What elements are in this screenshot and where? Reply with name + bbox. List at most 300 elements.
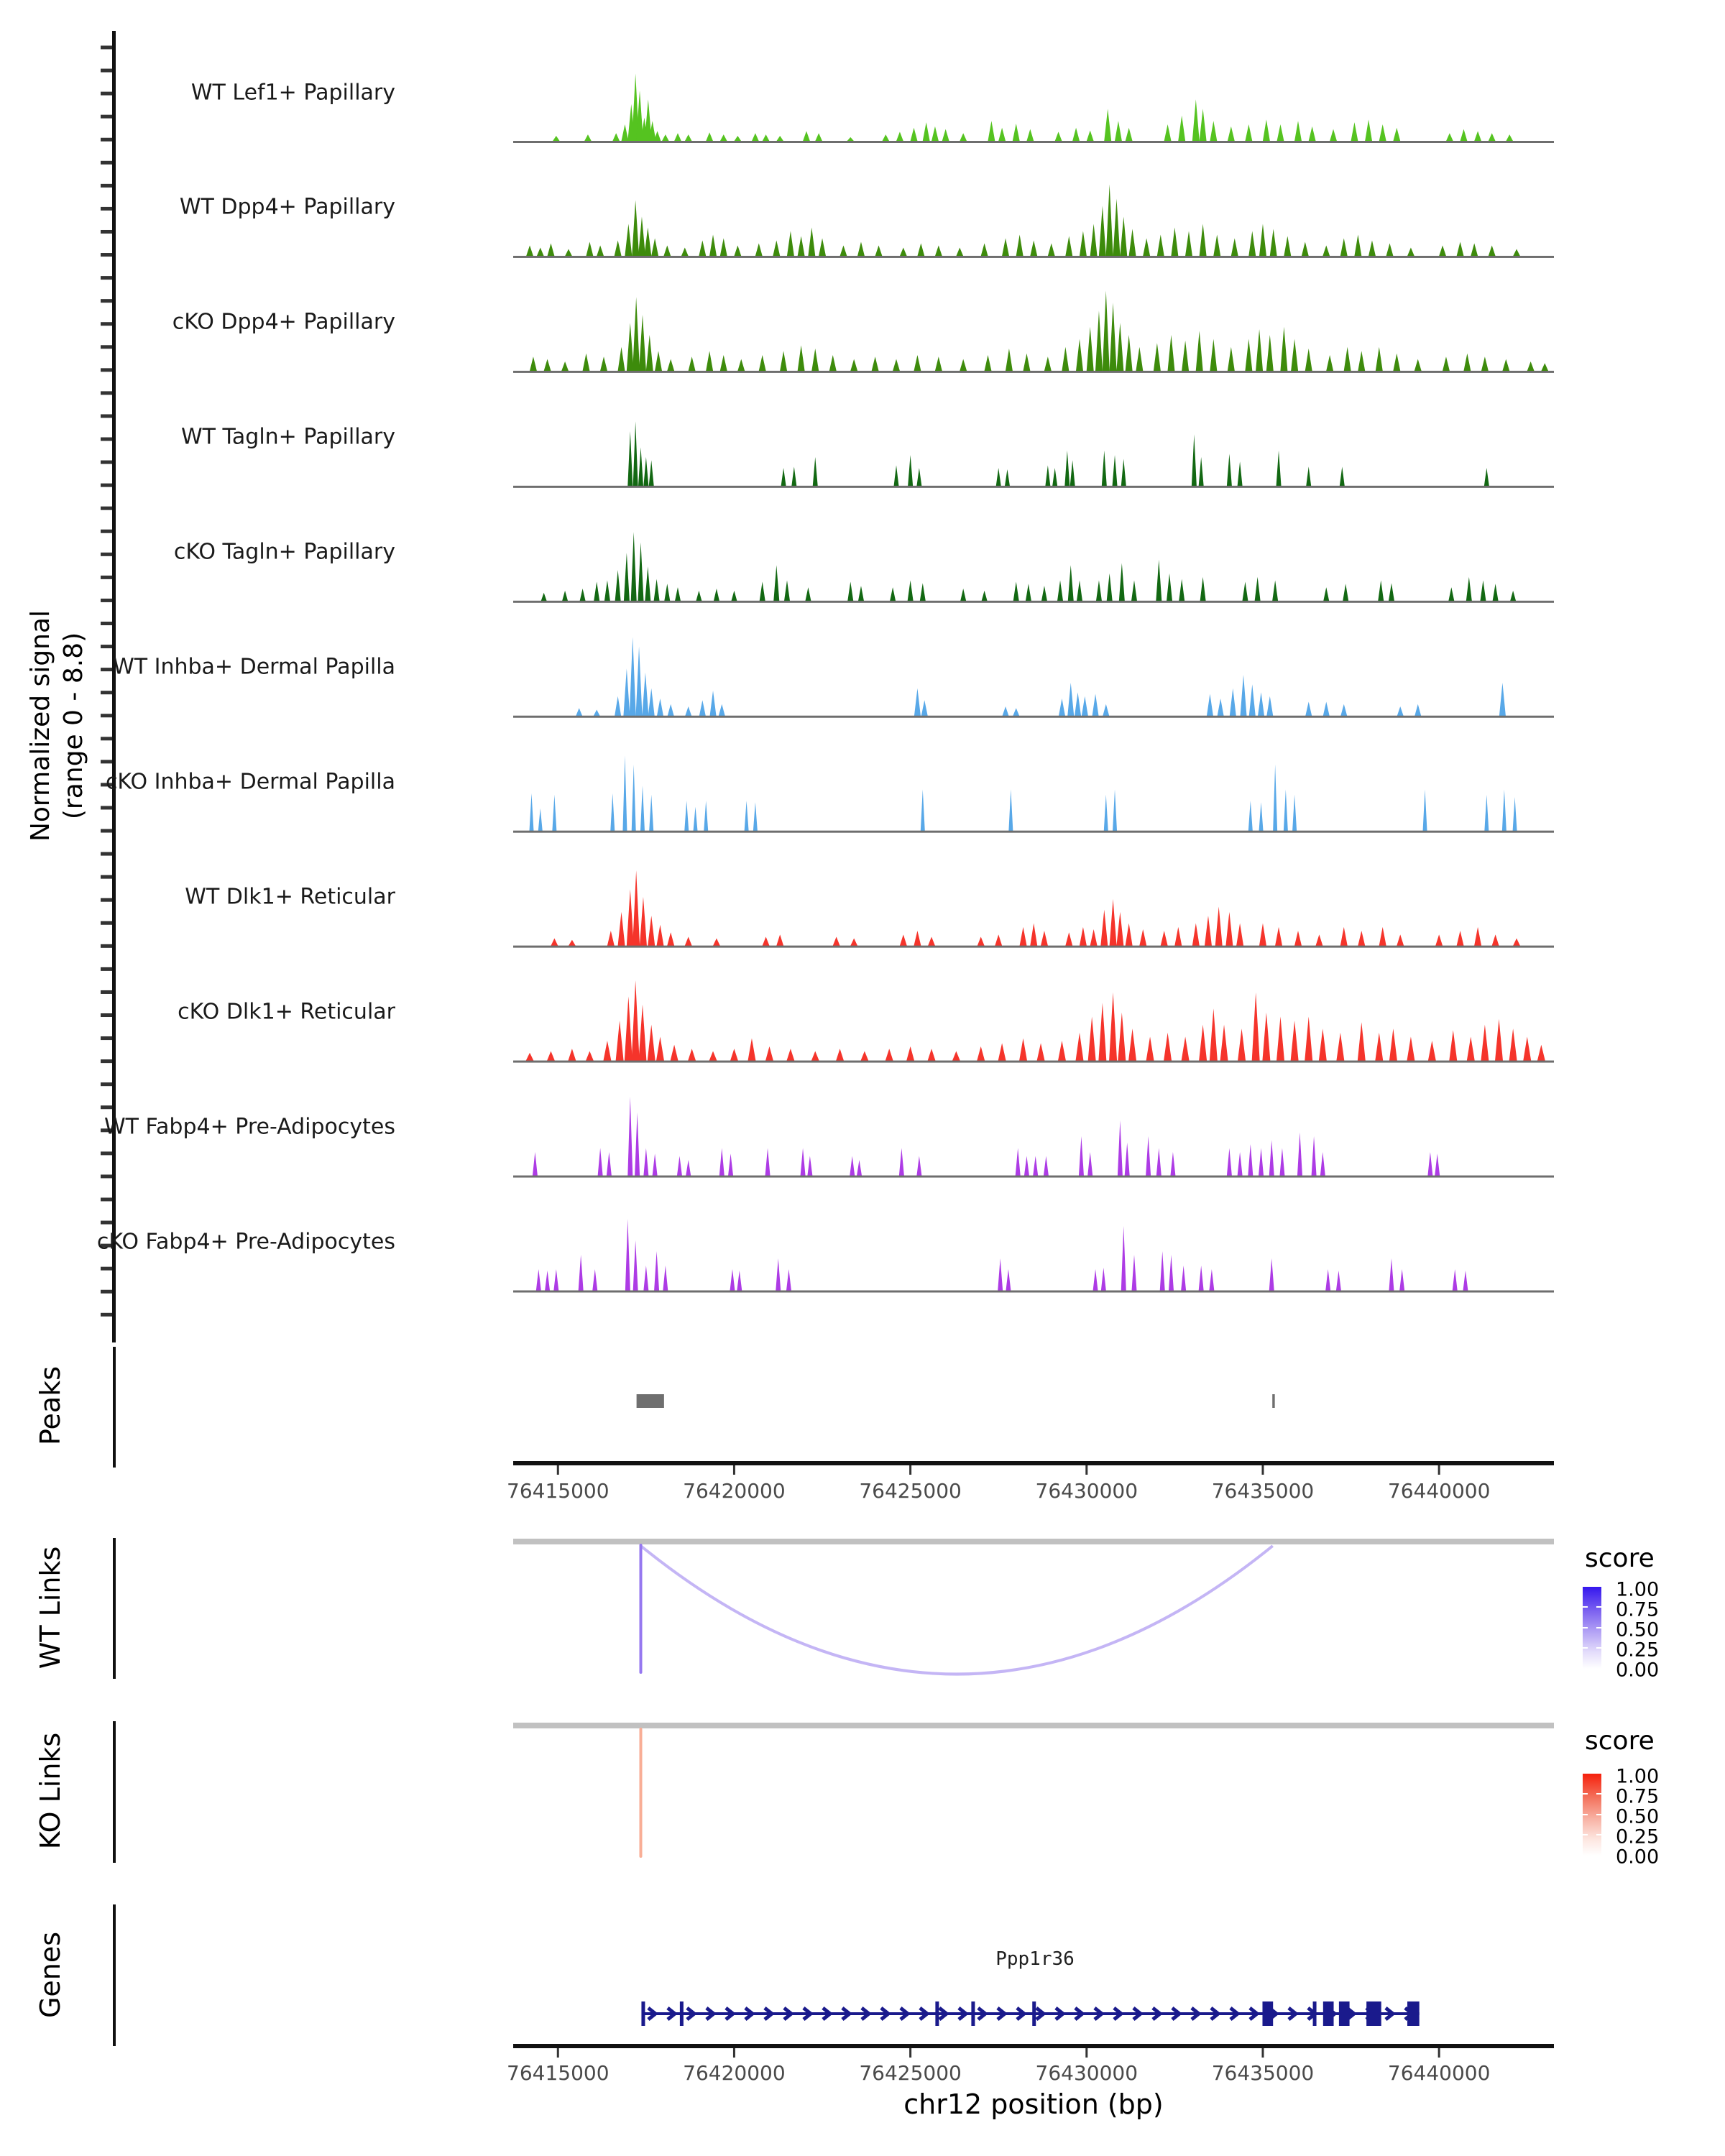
signal-axis-tick [101, 668, 112, 671]
coverage-spike [1019, 1038, 1027, 1061]
track-baseline [513, 486, 1554, 488]
coverage-spike [900, 247, 907, 256]
coverage-spike [1100, 910, 1108, 946]
coverage-spike [1068, 565, 1074, 601]
signal-axis-tick [101, 875, 112, 879]
coverage-track [576, 637, 1506, 716]
coverage-spike [731, 591, 737, 601]
coverage-spike [1336, 1271, 1341, 1291]
y-axis-label-line1: Normalized signal [26, 609, 55, 842]
section-label-genes: Genes [34, 1931, 66, 2019]
coverage-spike [654, 1251, 659, 1291]
coverage-spike [960, 589, 966, 601]
coverage-spike [1093, 1269, 1098, 1291]
track-label: cKO Fabp4+ Pre-Adipocytes [96, 1229, 395, 1255]
coverage-spike [1095, 310, 1103, 371]
coverage-spike [1199, 457, 1204, 487]
coverage-spike [916, 1156, 921, 1176]
coverage-spike [1323, 587, 1329, 601]
coverage-spike [1178, 116, 1185, 142]
coverage-spike [899, 1148, 904, 1176]
coverage-track [553, 74, 1513, 142]
signal-axis-tick [101, 322, 112, 326]
track-label: cKO Inhba+ Dermal Papilla [105, 769, 395, 795]
genomic-axis-line [513, 1461, 1554, 1465]
coverage-spike [642, 673, 648, 717]
genomic-tick-label: 76420000 [683, 1479, 786, 1503]
coverage-spike [978, 937, 985, 946]
coverage-spike [923, 122, 930, 141]
coverage-spike [710, 691, 717, 716]
coverage-spike [1057, 581, 1063, 602]
genomic-axis-tick [1085, 1465, 1087, 1475]
coverage-spike [1182, 341, 1189, 372]
peak-region [637, 1394, 664, 1408]
coverage-spike [952, 1051, 960, 1061]
coverage-spike [664, 584, 670, 601]
coverage-spike [998, 1043, 1006, 1061]
coverage-spike [1070, 460, 1075, 486]
coverage-spike [1119, 563, 1125, 602]
coverage-spike [1209, 1269, 1214, 1291]
coverage-spike [1106, 184, 1113, 256]
coverage-spike [960, 133, 967, 141]
genomic-tick-label: 76425000 [859, 1479, 962, 1503]
coverage-spike [1065, 236, 1072, 256]
signal-axis-tick [101, 1105, 112, 1109]
coverage-spike [632, 980, 640, 1061]
coverage-spike [1279, 1148, 1284, 1176]
genomic-tick-label: 76415000 [507, 2061, 610, 2085]
coverage-spike [1146, 1037, 1154, 1061]
coverage-spike [562, 591, 568, 601]
coverage-spike [1171, 227, 1178, 256]
coverage-spike [1315, 934, 1322, 946]
coverage-spike [1055, 132, 1062, 141]
coverage-spike [998, 128, 1006, 142]
coverage-spike [667, 359, 674, 372]
coverage-spike [1513, 797, 1517, 831]
signal-axis-tick [101, 115, 112, 119]
coverage-spike [547, 243, 554, 256]
coverage-spike [1200, 577, 1206, 602]
coverage-spike [547, 1051, 555, 1061]
coverage-spike [920, 583, 926, 601]
signal-axis-tick [101, 484, 112, 487]
signal-axis-tick [101, 207, 112, 211]
coverage-spike [704, 801, 708, 831]
coverage-spike [836, 1049, 844, 1061]
signal-axis-tick [101, 967, 112, 971]
track-baseline [513, 831, 1554, 833]
coverage-spike [1457, 241, 1464, 256]
coverage-spike [847, 137, 854, 142]
coverage-spike [745, 801, 749, 831]
coverage-spike [1397, 706, 1404, 716]
coverage-spike [813, 457, 818, 487]
signal-axis-tick [101, 599, 112, 602]
coverage-spike [1080, 927, 1087, 946]
coverage-spike [1537, 1045, 1545, 1061]
coverage-spike [616, 1021, 624, 1061]
track-label: WT Fabp4+ Pre-Adipocytes [104, 1114, 395, 1140]
coverage-spike [1116, 912, 1123, 946]
coverage-spike [530, 356, 537, 371]
coverage-spike [1481, 356, 1489, 371]
coverage-spike [847, 581, 853, 601]
coverage-spike [638, 447, 643, 486]
coverage-spike [932, 126, 939, 142]
coverage-spike [1192, 434, 1197, 486]
coverage-spike [622, 755, 627, 831]
coverage-spike [1263, 119, 1270, 141]
coverage-spike [1513, 939, 1520, 946]
coverage-spike [1358, 931, 1365, 946]
coverage-spike [815, 133, 822, 141]
coverage-spike [633, 421, 638, 486]
coverage-spike [594, 709, 600, 716]
coverage-spike [1389, 1028, 1397, 1061]
coverage-spike [1463, 354, 1471, 372]
coverage-spike [1006, 1269, 1011, 1291]
coverage-spike [1319, 1028, 1327, 1061]
coverage-spike [1213, 234, 1220, 256]
coverage-spike [984, 355, 991, 371]
genomic-axis-tick [1438, 2048, 1440, 2058]
wt-link-arc [641, 1546, 1273, 1674]
coverage-spike [625, 1219, 630, 1291]
coverage-spike [1126, 128, 1133, 142]
coverage-spike [586, 1051, 594, 1061]
track-baseline [513, 1176, 1554, 1178]
coverage-spike [1062, 347, 1069, 372]
signal-axis-tick [101, 391, 112, 395]
coverage-spike [1457, 931, 1464, 946]
y-axis-label-line2: (range 0 - 8.8) [59, 632, 88, 820]
coverage-spike [1340, 927, 1348, 946]
genomic-axis-tick [1261, 1465, 1264, 1475]
coverage-spike [1292, 795, 1297, 831]
coverage-spike [1220, 1025, 1228, 1061]
coverage-spike [908, 581, 914, 602]
coverage-spike [1407, 1037, 1414, 1061]
coverage-spike [632, 765, 636, 831]
coverage-spike [604, 581, 610, 602]
coverage-spike [1048, 243, 1055, 256]
ko-legend-value: 1.00 [1616, 1765, 1660, 1788]
gene-exon-thin [1032, 2001, 1036, 2026]
coverage-spike [1013, 124, 1020, 141]
coverage-spike [737, 359, 745, 372]
coverage-spike [1192, 923, 1200, 946]
coverage-spike [1340, 238, 1348, 256]
coverage-spike [1192, 99, 1200, 141]
coverage-spike [765, 1046, 773, 1061]
coverage-spike [1104, 109, 1111, 141]
gene-exon-thin [971, 2001, 975, 2026]
coverage-spike [719, 1148, 724, 1176]
ko-links-region-bar [513, 1723, 1554, 1728]
coverage-spike [921, 700, 928, 716]
coverage-spike [1218, 699, 1224, 716]
coverage-spike [1270, 229, 1277, 256]
coverage-spike [1185, 231, 1192, 256]
signal-axis-tick [101, 253, 112, 257]
coverage-spike [544, 359, 551, 372]
coverage-spike [638, 1005, 646, 1061]
coverage-spike [1266, 335, 1274, 371]
coverage-spike [1484, 468, 1489, 486]
coverage-spike [801, 1148, 806, 1176]
genomic-axis-tick [1261, 2048, 1264, 2058]
coverage-spike [720, 134, 727, 141]
ko-legend-value: 0.75 [1616, 1785, 1660, 1808]
coverage-spike [1210, 1008, 1218, 1061]
coverage-spike [781, 468, 786, 486]
coverage-spike [1200, 109, 1207, 141]
coverage-spike [906, 1046, 914, 1061]
coverage-spike [1228, 126, 1235, 142]
coverage-spike [1460, 129, 1467, 142]
coverage-spike [1248, 231, 1256, 256]
coverage-spike [1502, 789, 1506, 831]
coverage-spike [900, 934, 907, 946]
track-label: WT Inhba+ Dermal Papilla [113, 654, 395, 680]
signal-axis-tick [101, 1221, 112, 1225]
coverage-spike [776, 934, 783, 946]
coverage-spike [857, 1160, 862, 1176]
coverage-spike [643, 1148, 648, 1176]
signal-axis-tick [101, 760, 112, 763]
coverage-spike [631, 532, 637, 601]
coverage-spike [1179, 579, 1184, 602]
coverage-spike [1199, 1266, 1204, 1291]
coverage-spike [1164, 124, 1172, 142]
coverage-spike [1379, 124, 1386, 142]
coverage-spike [811, 1051, 819, 1061]
coverage-spike [1002, 238, 1009, 256]
coverage-spike [610, 793, 615, 831]
signal-axis-tick [101, 852, 112, 856]
coverage-spike [1154, 343, 1161, 371]
coverage-spike [1013, 708, 1019, 716]
coverage-spike [1407, 247, 1414, 256]
coverage-spike [1493, 584, 1499, 601]
coverage-spike [541, 593, 547, 602]
signal-axis-spine [112, 31, 116, 1342]
coverage-spike [1238, 1152, 1243, 1176]
coverage-spike [1312, 1136, 1317, 1176]
coverage-spike [786, 1269, 791, 1291]
coverage-spike [996, 468, 1001, 486]
coverage-spike [639, 315, 646, 371]
coverage-spike [1492, 934, 1499, 946]
genes-bracket [113, 1904, 116, 2046]
coverage-spike [1443, 356, 1450, 371]
coverage-spike [1030, 240, 1037, 256]
coverage-spike [803, 131, 810, 141]
track-label: WT Tagln+ Papillary [181, 424, 395, 450]
coverage-spike [858, 586, 864, 601]
coverage-spike [1269, 1258, 1274, 1291]
coverage-spike [1305, 701, 1312, 716]
coverage-spike [1291, 339, 1298, 372]
coverage-spike [1259, 802, 1264, 831]
coverage-spike [1167, 335, 1174, 371]
coverage-spike [1092, 694, 1099, 716]
coverage-spike [1096, 581, 1102, 602]
coverage-spike [663, 245, 671, 256]
gene-body-line [643, 2012, 1420, 2015]
coverage-spike [886, 1049, 893, 1061]
coverage-spike [685, 706, 691, 716]
coverage-spike [935, 356, 942, 371]
coverage-spike [1160, 1251, 1165, 1291]
genomic-tick-label: 76440000 [1387, 1479, 1491, 1503]
coverage-spike [860, 1051, 868, 1061]
signal-axis-tick [101, 69, 112, 73]
coverage-spike [730, 1049, 738, 1061]
signal-axis-tick [101, 1036, 112, 1040]
coverage-spike [982, 591, 988, 601]
gene-name-label: Ppp1r36 [995, 1948, 1075, 1970]
coverage-spike [1358, 1022, 1366, 1061]
genomic-axis-line [513, 2044, 1554, 2048]
coverage-spike [1121, 459, 1126, 487]
coverage-spike [667, 932, 674, 946]
coverage-spike [580, 589, 586, 601]
coverage-spike [1351, 122, 1358, 141]
coverage-spike [1343, 584, 1348, 601]
coverage-spike [1305, 1017, 1312, 1061]
coverage-spike [1302, 241, 1309, 256]
coverage-spike [657, 699, 663, 716]
coverage-spike [551, 939, 558, 946]
coverage-spike [1448, 587, 1454, 601]
coverage-spike [597, 245, 604, 256]
coverage-spike [1082, 696, 1088, 717]
coverage-spike [890, 587, 896, 601]
coverage-spike [1389, 583, 1394, 601]
coverage-spike [529, 793, 533, 831]
coverage-spike [1276, 1017, 1284, 1061]
coverage-spike [714, 589, 719, 601]
coverage-spike [600, 356, 607, 371]
coverage-spike [1174, 927, 1182, 946]
coverage-spike [612, 133, 620, 141]
coverage-spike [787, 231, 794, 256]
coverage-spike [643, 457, 648, 487]
coverage-spike [1255, 577, 1261, 602]
coverage-spike [1126, 335, 1133, 371]
coverage-spike [1262, 1013, 1270, 1061]
gene-exon-thick [1407, 2001, 1420, 2026]
coverage-spike [1320, 1152, 1325, 1176]
coverage-spike [1030, 923, 1037, 946]
coverage-spike [553, 136, 560, 142]
coverage-spike [1210, 339, 1217, 372]
gene-exon-thin [1313, 2001, 1317, 2026]
coverage-spike [1393, 128, 1400, 142]
coverage-spike [911, 128, 918, 142]
coverage-spike [713, 939, 720, 946]
coverage-spike [1272, 581, 1278, 602]
coverage-spike [1227, 1148, 1232, 1176]
coverage-spike [1236, 923, 1243, 946]
coverage-spike [998, 1258, 1003, 1291]
coverage-spike [798, 346, 805, 372]
wt-legend-value: 0.75 [1616, 1598, 1660, 1621]
coverage-spike [1481, 1025, 1489, 1061]
coverage-spike [584, 134, 592, 141]
coverage-spike [625, 997, 632, 1061]
coverage-spike [829, 355, 837, 371]
coverage-spike [1196, 331, 1203, 371]
coverage-spike [850, 1156, 855, 1176]
coverage-spike [1276, 124, 1284, 142]
coverage-spike [1309, 126, 1316, 142]
coverage-spike [1087, 327, 1094, 372]
coverage-spike [694, 807, 698, 831]
coverage-spike [565, 249, 572, 256]
coverage-spike [1467, 1037, 1475, 1061]
coverage-spike [1075, 1033, 1083, 1061]
genomic-tick-label: 76435000 [1211, 1479, 1315, 1503]
coverage-spike [526, 1053, 534, 1061]
genomic-axis-tick [557, 1465, 559, 1475]
coverage-track [530, 290, 1548, 371]
wt-legend-value: 0.00 [1616, 1659, 1660, 1682]
coverage-spike [1439, 245, 1446, 256]
coverage-spike [630, 637, 636, 716]
track-label: cKO Tagln+ Papillary [173, 539, 395, 565]
coverage-spike [1325, 1269, 1330, 1291]
coverage-spike [1101, 1268, 1106, 1291]
coverage-spike [1076, 339, 1083, 372]
signal-axis-tick [101, 829, 112, 833]
coverage-spike [649, 460, 654, 486]
coverage-spike [675, 587, 681, 601]
coverage-spike [688, 1049, 696, 1061]
coverage-spike [1484, 795, 1489, 831]
coverage-spike [1495, 1019, 1503, 1061]
coverage-spike [655, 351, 662, 371]
coverage-spike [1181, 1266, 1186, 1291]
coverage-spike [1098, 1003, 1106, 1061]
coverage-spike [719, 704, 725, 717]
signal-axis-tick [101, 299, 112, 303]
coverage-spike [561, 361, 569, 371]
coverage-spike [1020, 927, 1027, 946]
coverage-spike [1077, 581, 1082, 602]
signal-axis-tick [101, 1290, 112, 1294]
track-baseline [513, 716, 1554, 718]
signal-axis-tick [101, 414, 112, 418]
signal-axis-tick [101, 438, 112, 441]
coverage-spike [594, 581, 599, 601]
coverage-spike [928, 937, 935, 946]
coverage-spike [1259, 1148, 1264, 1176]
coverage-spike [1259, 224, 1266, 256]
coverage-spike [1375, 1033, 1383, 1061]
coverage-spike [1118, 1013, 1126, 1061]
genomic-axis-tick [733, 2048, 735, 2058]
signal-axis-tick [101, 1198, 112, 1202]
coverage-spike [1340, 466, 1345, 486]
coverage-spike [1248, 1144, 1253, 1176]
coverage-spike [1120, 216, 1127, 256]
coverage-spike [1256, 329, 1263, 371]
